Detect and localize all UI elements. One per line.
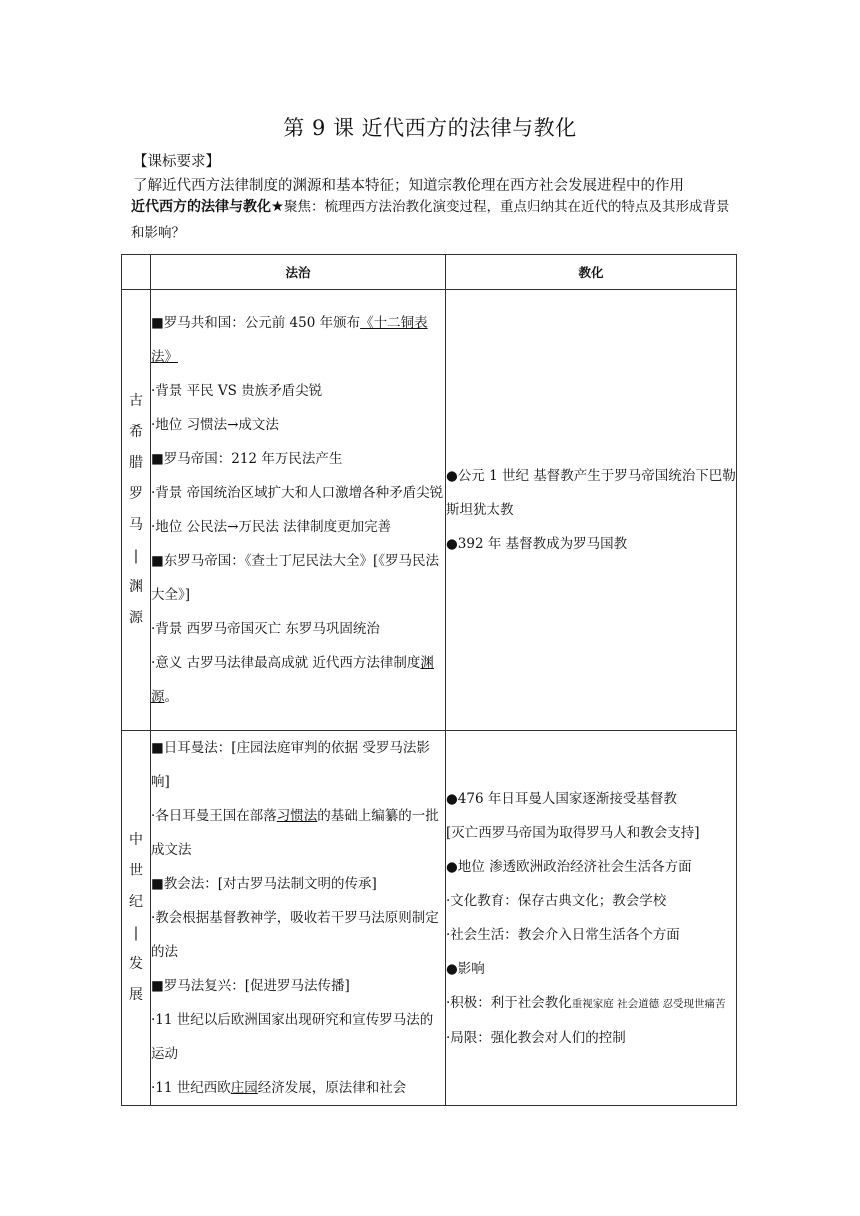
period-char: 古 [129, 393, 143, 409]
law-cell-medieval [151, 731, 446, 1106]
period-char: 中 [129, 832, 143, 848]
period-char: 渊 [129, 579, 143, 595]
edu-line: ●地位 渗透欧洲政治经济社会生活各方面 [446, 858, 692, 875]
edu-line: ·文化教育：保存古典文化；教会学校 [446, 892, 667, 909]
focus-statement [131, 194, 735, 246]
period-char: 马 [129, 517, 143, 533]
edu-line: [灭亡西罗马帝国为取得罗马人和教会支持] [446, 824, 700, 841]
period-char: 罗 [129, 486, 143, 502]
education-cell-ancient [446, 290, 737, 731]
table-row [122, 731, 737, 1106]
header-education: 教化 [446, 255, 737, 290]
page-title: 第 9 课 近代西方的法律与教化 [283, 116, 577, 140]
law-line: ■教会法：[对古罗马法制文明的传承] [151, 876, 377, 892]
period-char: 希 [129, 424, 143, 440]
edu-line: ●公元 1 世纪 基督教产生于罗马帝国统治下巴勒斯坦犹太教 [446, 468, 736, 518]
law-line: ■罗马共和国：公元前 450 年颁布《十二铜表法》 [151, 315, 428, 365]
period-char: 源 [129, 610, 143, 626]
edu-line: ●392 年 基督教成为罗马国教 [446, 536, 628, 552]
edu-line: ●影响 [446, 960, 485, 977]
law-line: ■日耳曼法：[庄园法庭审判的依据 受罗马法影响] [151, 740, 430, 790]
period-char: 腊 [129, 455, 143, 471]
period-label-ancient [122, 290, 151, 731]
law-line: ·各日耳曼王国在部落习惯法的基础上编纂的一批成文法 [151, 808, 439, 858]
edu-line: ●476 年日耳曼人国家逐渐接受基督教 [446, 790, 677, 807]
law-cell-ancient [151, 290, 446, 731]
comparison-table [121, 254, 737, 1106]
edu-line: ·积极：利于社会教化重视家庭 社会道德 忍受现世痛苦 [446, 994, 726, 1011]
curriculum-requirement: 了解近代西方法律制度的渊源和基本特征；知道宗教伦理在西方社会发展进程中的作用 [133, 178, 684, 194]
table-header-row [122, 255, 737, 290]
law-line: ■罗马帝国：212 年万民法产生 [151, 451, 343, 467]
law-line: ·11 世纪以后欧洲国家出现研究和宣传罗马法的运动 [151, 1012, 434, 1062]
header-empty [122, 255, 151, 290]
period-char: 世 [129, 863, 143, 879]
edu-line: ·局限：强化教会对人们的控制 [446, 1029, 626, 1046]
focus-note: 聚焦：梳理西方法治教化演变过程，重点归纳其在近代的特点及其形成背景和影响？ [131, 199, 730, 241]
law-line: ·地位 习惯法→成文法 [151, 417, 279, 433]
period-label-medieval [122, 731, 151, 1106]
table-row [122, 290, 737, 731]
section-label: 【课标要求】 [133, 154, 220, 170]
period-char: | [133, 548, 139, 564]
law-line: ·教会根据基督教神学，吸收若干罗马法原则制定的法 [151, 910, 439, 960]
period-char: 展 [129, 987, 143, 1003]
edu-line: ·社会生活：教会介入日常生活各个方面 [446, 926, 680, 943]
law-line: ·地位 公民法→万民法 法律制度更加完善 [151, 519, 392, 535]
header-law: 法治 [151, 255, 446, 290]
law-line: ·背景 西罗马帝国灭亡 东罗马巩固统治 [151, 621, 380, 637]
education-cell-medieval [446, 731, 737, 1106]
law-line: ■东罗马帝国：《查士丁尼民法大全》[《罗马民法大全》] [151, 553, 440, 603]
law-line: ·背景 平民 VS 贵族矛盾尖锐 [151, 383, 323, 399]
law-line: ■罗马法复兴：[促进罗马法传播] [151, 978, 350, 994]
law-line: ·意义 古罗马法律最高成就 近代西方法律制度渊源。 [151, 655, 434, 705]
law-line: ·11 世纪西欧庄园经济发展，原法律和社会 [151, 1080, 407, 1096]
star-icon: ★ [271, 199, 284, 215]
period-char: 纪 [129, 894, 143, 910]
law-line: ·背景 帝国统治区域扩大和人口激增各种矛盾尖锐 [151, 485, 444, 501]
period-char: 发 [129, 956, 143, 972]
focus-heading: 近代西方的法律与教化 [131, 199, 271, 215]
period-char: | [133, 925, 139, 941]
